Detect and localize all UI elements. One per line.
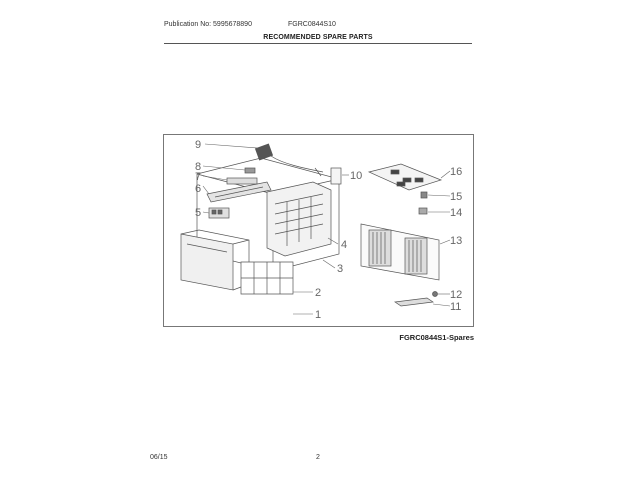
- callout-13: 13: [450, 235, 463, 247]
- callout-2: 2: [315, 287, 322, 299]
- callout-7: 7: [195, 171, 202, 183]
- remote-part: [331, 168, 341, 184]
- diagram-caption: FGRC0844S1-Spares: [399, 333, 474, 342]
- callout-11: 11: [450, 301, 462, 313]
- header-divider: [164, 43, 472, 44]
- front-grille-part: [267, 182, 331, 256]
- drain-bar-part: [395, 298, 433, 306]
- screw-part: [433, 292, 438, 297]
- knob-part: [227, 178, 257, 184]
- switch-part: [245, 168, 255, 173]
- filter-set-part: [369, 164, 441, 190]
- publication-number: Publication No: 5995678890: [164, 21, 252, 28]
- callout-4: 4: [341, 239, 348, 251]
- parts-diagram: [163, 134, 474, 327]
- filter-frame-part: [241, 262, 293, 294]
- model-number: FGRC0844S10: [288, 21, 336, 28]
- side-panels-part: [361, 224, 439, 280]
- callout-8: 8: [195, 161, 202, 173]
- footer-date: 06/15: [150, 454, 168, 461]
- callout-9: 9: [195, 139, 202, 151]
- front-cover-part: [181, 230, 249, 290]
- callout-5: 5: [195, 207, 202, 219]
- page-title: RECOMMENDED SPARE PARTS: [263, 34, 373, 41]
- callout-3: 3: [337, 263, 344, 275]
- pcb-part: [209, 208, 229, 218]
- callout-16: 16: [450, 166, 463, 178]
- sensor-part: [421, 192, 427, 198]
- callout-15: 15: [450, 191, 463, 203]
- callout-14: 14: [450, 207, 463, 219]
- callout-1: 1: [315, 309, 322, 321]
- power-cord-part: [255, 144, 323, 176]
- page-number: 2: [316, 454, 320, 461]
- callout-10: 10: [350, 170, 363, 182]
- callout-6: 6: [195, 183, 202, 195]
- clip-part: [419, 208, 427, 214]
- callout-12: 12: [450, 289, 463, 301]
